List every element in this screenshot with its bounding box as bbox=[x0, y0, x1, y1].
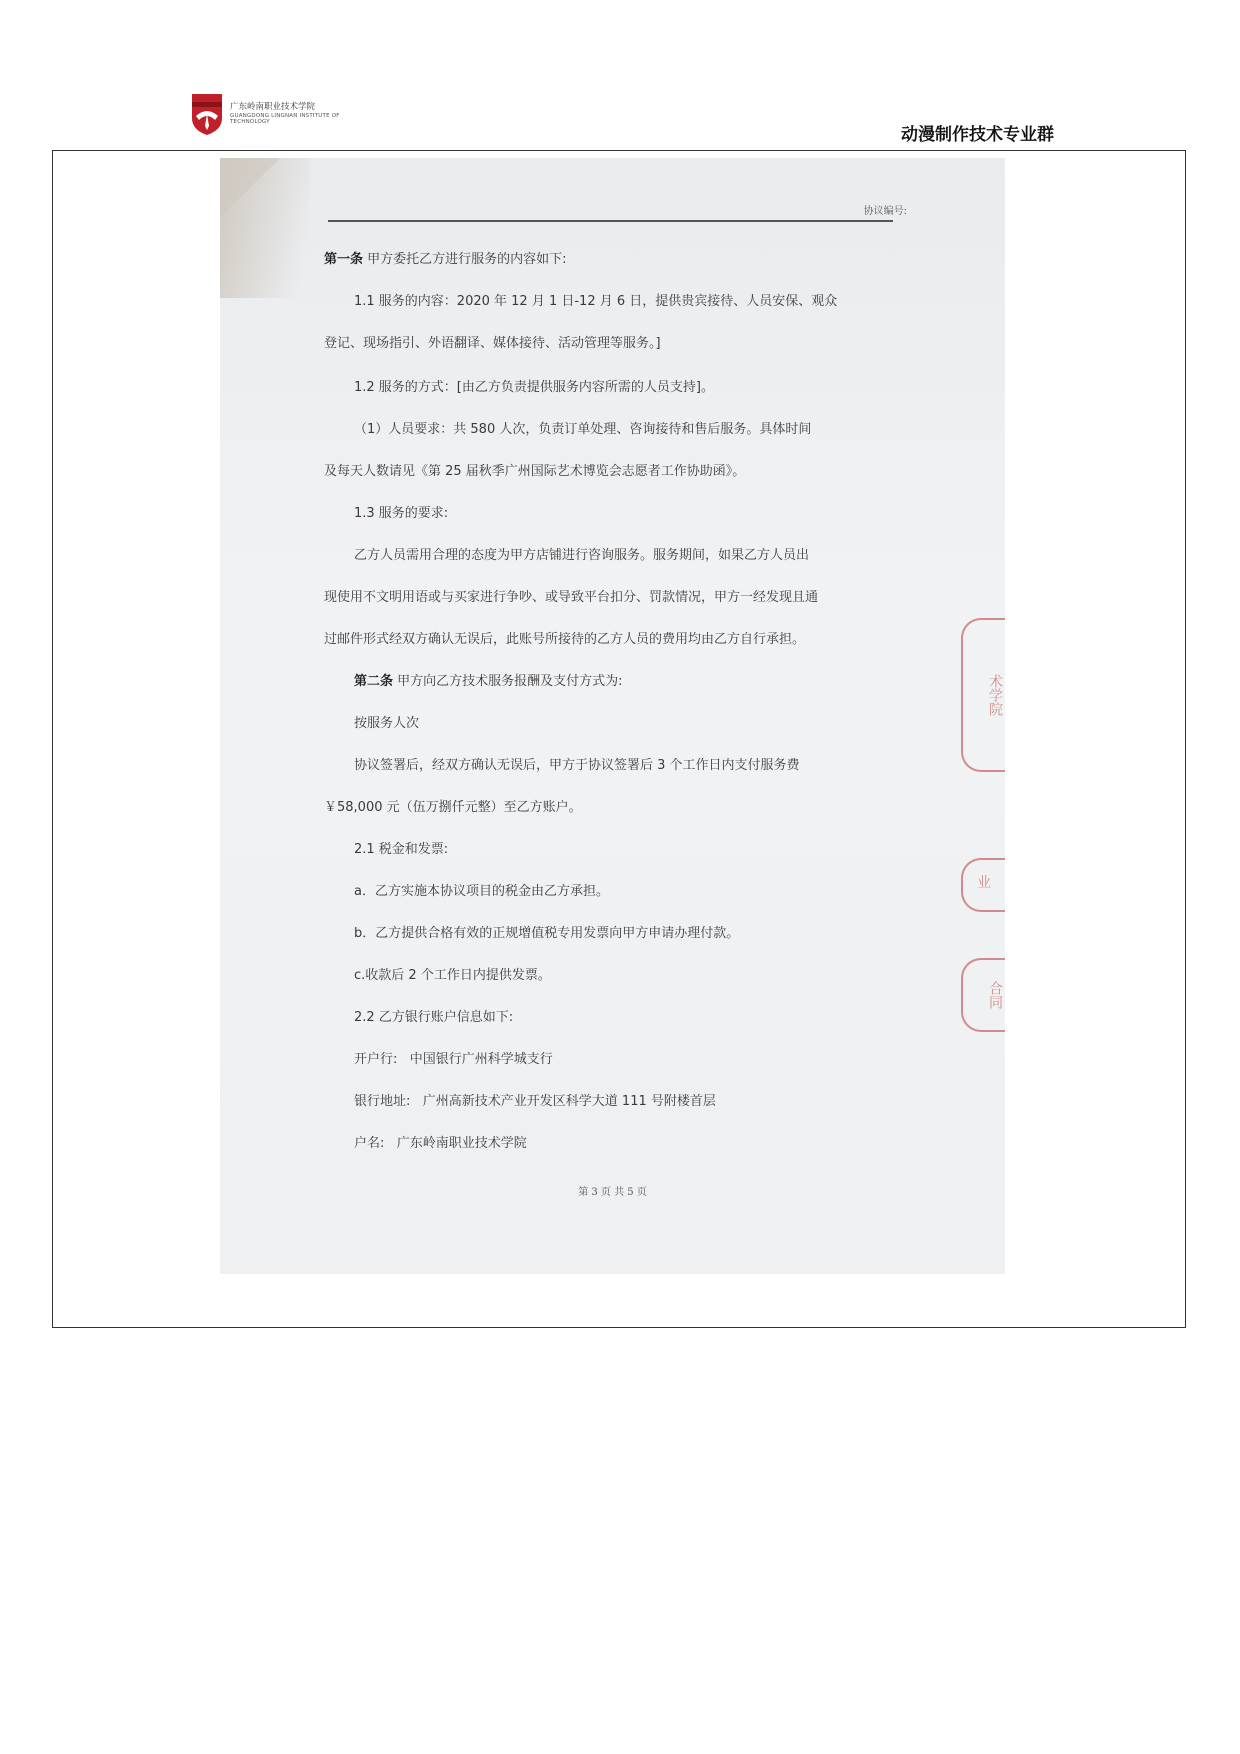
s12-req-line1: （1）人员要求：共 580 人次，负责订单处理、咨询接待和售后服务。具体时间 bbox=[354, 422, 812, 437]
s11-line2: 登记、现场指引、外语翻译、媒体接待、活动管理等服务。] bbox=[324, 336, 661, 351]
red-seal-stamp-2: 业 bbox=[961, 858, 1005, 912]
bank-label: 开户行: bbox=[354, 1052, 398, 1067]
school-logo bbox=[190, 90, 350, 138]
s13-line3: 过邮件形式经双方确认无误后，此账号所接待的乙方人员的费用均由乙方自行承担。 bbox=[324, 632, 806, 647]
address-value: 广州高新技术产业开发区科学大道 111 号附楼首层 bbox=[422, 1094, 716, 1109]
s12-req-line2: 及每天人数请见《第 25 届秋季广州国际艺术博览会志愿者工作协助函》。 bbox=[324, 464, 746, 479]
agreement-number-label: 协议编号: bbox=[863, 206, 907, 217]
s12: 1.2 服务的方式：[由乙方负责提供服务内容所需的人员支持]。 bbox=[354, 380, 714, 395]
account-name-value: 广东岭南职业技术学院 bbox=[396, 1136, 527, 1151]
article-1-title: 第一条 bbox=[324, 252, 364, 267]
article-2-text: 甲方向乙方技术服务报酬及支付方式为: bbox=[397, 674, 623, 689]
pay-line2: ￥58,000 元（伍万捌仟元整）至乙方账户。 bbox=[324, 800, 582, 815]
s22: 2.2 乙方银行账户信息如下: bbox=[354, 1010, 514, 1025]
s21-a: a．乙方实施本协议项目的税金由乙方承担。 bbox=[354, 884, 609, 899]
article-1-heading bbox=[324, 248, 567, 267]
red-seal-stamp-3: 合同 bbox=[961, 958, 1005, 1032]
pay-line1: 协议签署后，经双方确认无误后，甲方于协议签署后 3 个工作日内支付服务费 bbox=[354, 758, 800, 773]
red-seal-stamp-1: 术学院 bbox=[961, 618, 1005, 772]
bank-row bbox=[354, 1048, 553, 1067]
s13: 1.3 服务的要求: bbox=[354, 506, 449, 521]
account-name-label: 户名: bbox=[354, 1136, 385, 1151]
document-photo bbox=[220, 158, 1005, 1274]
s13-line1: 乙方人员需用合理的态度为甲方店铺进行咨询服务。服务期间，如果乙方人员出 bbox=[354, 548, 810, 563]
logo-english-name: GUANGDONG LINGNAN INSTITUTE OF TECHNOLOGY bbox=[230, 112, 340, 125]
page-footer: 第 3 页 共 5 页 bbox=[578, 1187, 647, 1198]
bank-value: 中国银行广州科学城支行 bbox=[409, 1052, 553, 1067]
article-1-text: 甲方委托乙方进行服务的内容如下: bbox=[367, 252, 567, 267]
article-2-heading bbox=[354, 670, 623, 689]
address-row bbox=[354, 1090, 716, 1109]
account-name-row bbox=[354, 1132, 527, 1151]
logo-chinese-name: 广东岭南职业技术学院 bbox=[230, 102, 316, 113]
article-2-title: 第二条 bbox=[354, 674, 394, 689]
page-header-title: 动漫制作技术专业群 bbox=[901, 125, 1054, 145]
s11-line1: 1.1 服务的内容：2020 年 12 月 1 日-12 月 6 日，提供贵宾接待、人员安保、观众 bbox=[354, 294, 838, 309]
s13-line2: 现使用不文明用语或与买家进行争吵、或导致平台扣分、罚款情况，甲方一经发现且通 bbox=[324, 590, 819, 605]
school-shield-icon bbox=[190, 92, 224, 136]
header-rule bbox=[328, 220, 893, 222]
s21: 2.1 税金和发票: bbox=[354, 842, 449, 857]
pay-mode: 按服务人次 bbox=[354, 716, 420, 731]
s21-c: c.收款后 2 个工作日内提供发票。 bbox=[354, 968, 551, 983]
s21-b: b．乙方提供合格有效的正规增值税专用发票向甲方申请办理付款。 bbox=[354, 926, 740, 941]
address-label: 银行地址: bbox=[354, 1094, 411, 1109]
